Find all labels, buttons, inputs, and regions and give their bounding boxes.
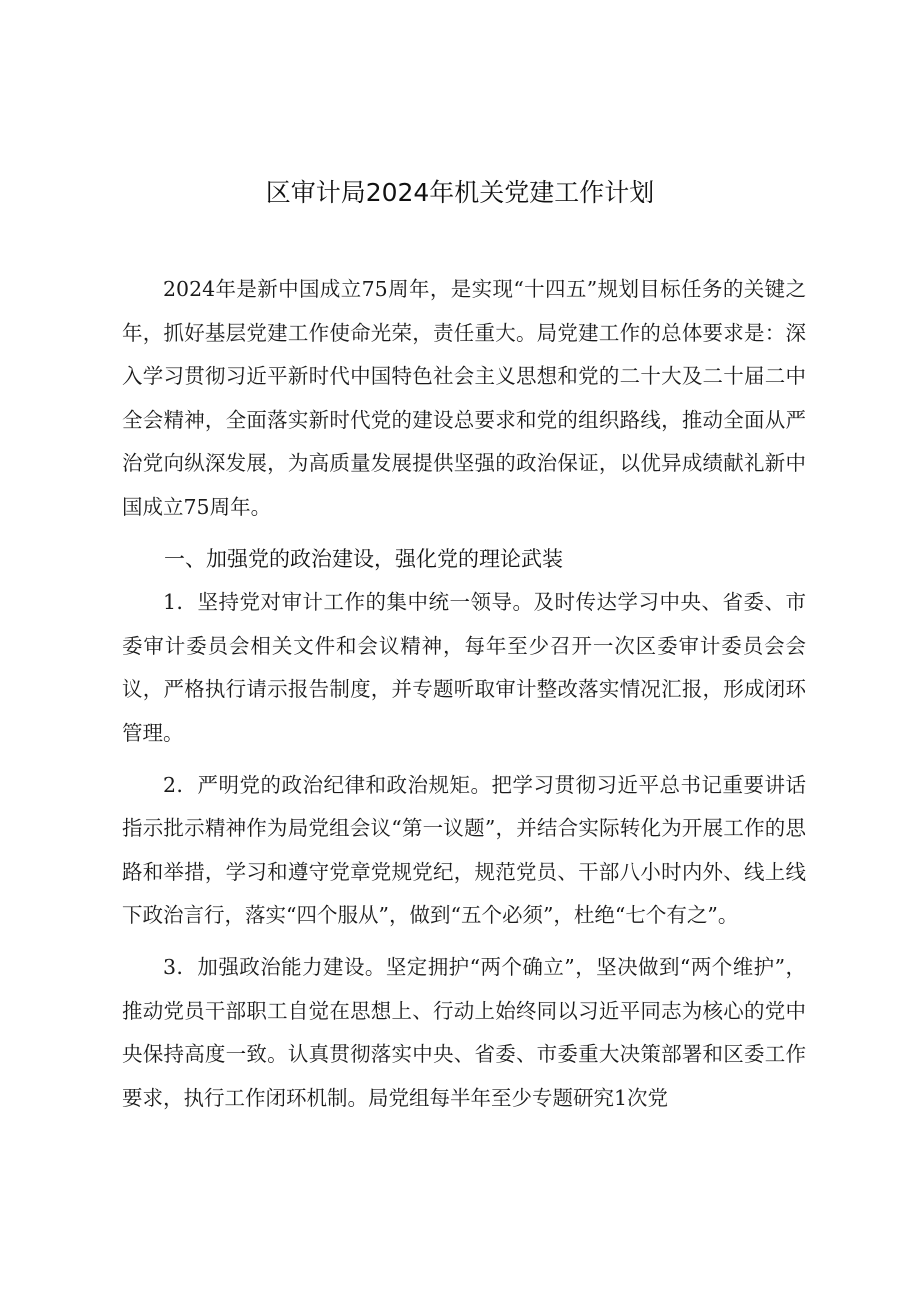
spacer: [122, 530, 806, 538]
intro-paragraph: 2024年是新中国成立75周年，是实现“十四五”规划目标任务的关键之年，抓好基层党建工作使命光荣，责任重大。局党建工作的总体要求是：深入学习贯彻习近平新时代中国特色社会主义思想和党的二十大及二十届二中全会精神，全面落实新时代党的建设总要求和党的组织路线，推动全面从严治党向纵深发展，为高质量发展提供坚强的政治保证，以优异成绩献礼新中国成立75周年。: [122, 277, 806, 519]
section-heading: 一、加强党的政治建设，强化党的理论武装: [164, 546, 563, 571]
document-title: 区审计局2024年机关党建工作计划: [265, 178, 655, 207]
document-body: [122, 268, 806, 1120]
spacer: [122, 756, 806, 764]
item-paragraph-1: 1．坚持党对审计工作的集中统一领导。及时传达学习中央、省委、市委审计委员会相关文件和会议精神，每年至少召开一次区委审计委员会会议，严格执行请示报告制度，并专题听取审计整改落实情况汇报，形成闭环管理。: [122, 590, 806, 745]
spacer: [122, 938, 806, 946]
item-paragraph-3: 3．加强政治能力建设。坚定拥护“两个确立”，坚决做到“两个维护”，推动党员干部职工自觉在思想上、行动上始终同以习近平同志为核心的党中央保持高度一致。认真贯彻落实中央、省委、市委重大决策部署和区委工作要求，执行工作闭环机制。局党组每半年至少专题研究1次党: [122, 954, 806, 1110]
item-paragraph-2: 2．严明党的政治纪律和政治规矩。把学习贯彻习近平总书记重要讲话指示批示精神作为局党组会议“第一议题”，并结合实际转化为开展工作的思路和举措，学习和遵守党章党规党纪，规范党员、干部八小时内外、线上线下政治言行，落实“四个服从”，做到“五个必须”，杜绝“七个有之”。: [122, 772, 806, 928]
